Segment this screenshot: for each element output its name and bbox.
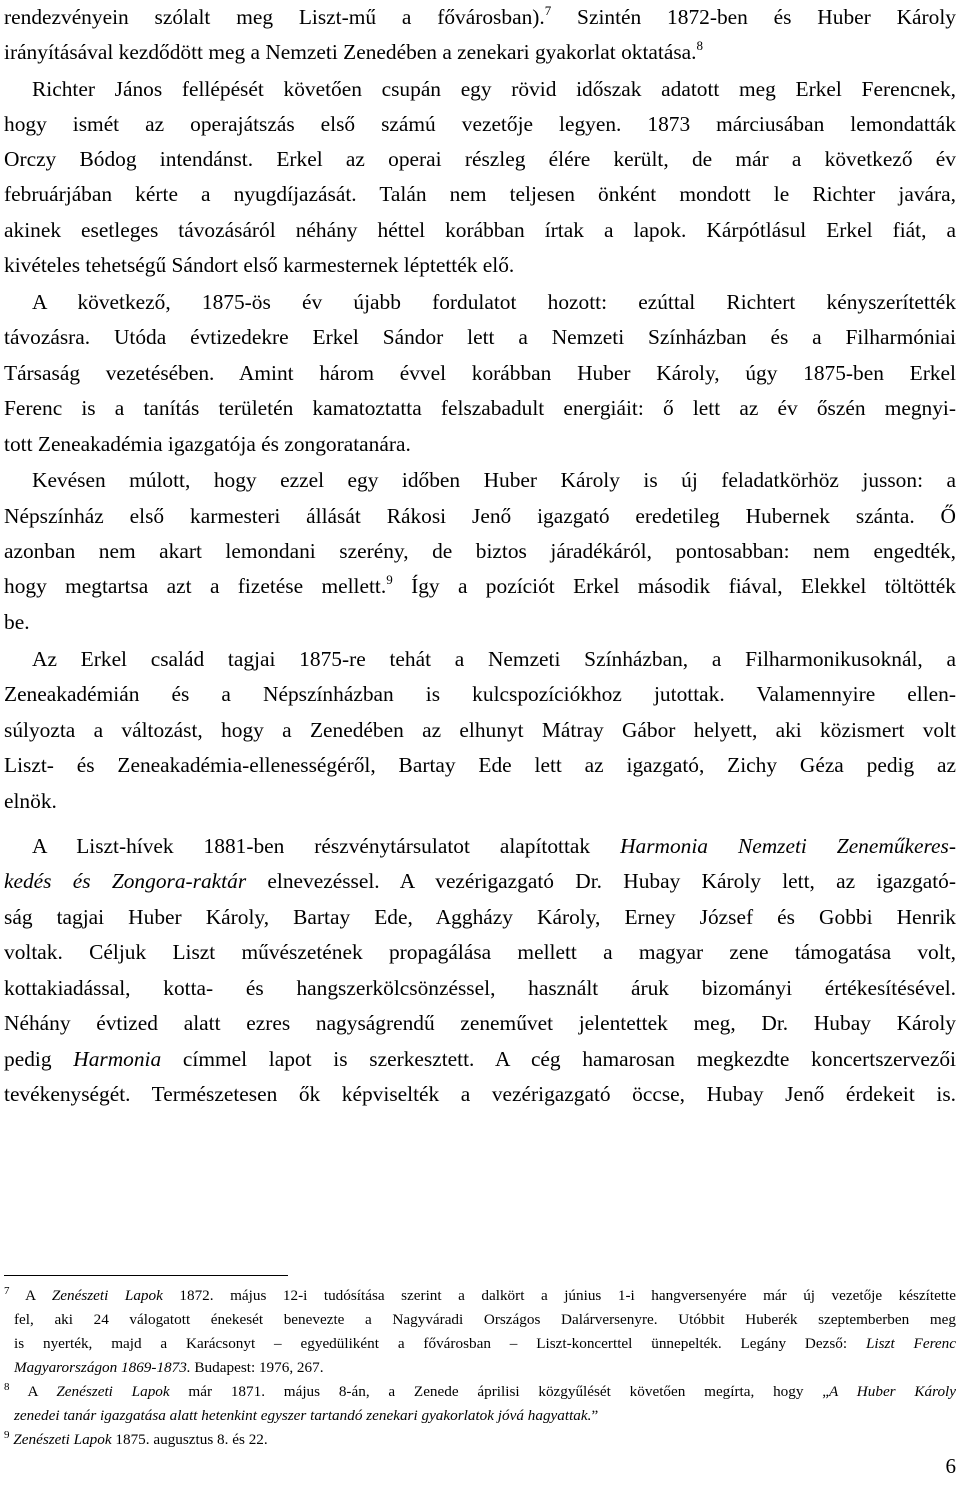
body-line: azonban nem akart lemondani szerény, de biztos járadékáról, pontosabban: nem engedték, xyxy=(4,539,956,563)
body-line: Az Erkel család tagjai 1875-re tehát a Nemzeti Színházban, a Filharmonikusoknál, a xyxy=(32,647,956,671)
body-line: hogy ismét az operajátszás első számú vezetője legyen. 1873 márciusában lemondatták xyxy=(4,112,956,136)
body-line: Társaság vezetésében. Amint három évvel korábban Huber Károly, úgy 1875-ben Erkel xyxy=(4,361,956,385)
body-line: A Liszt-hívek 1881-ben részvénytársulatot alapítottak Harmonia Nemzeti Zeneműkeres- xyxy=(32,834,956,858)
footnote-line: zenedei tanár igazgatása alatt hetenkint egyszer tartandó zenekari gyakorlatok jóvá hagyattak.” xyxy=(14,1407,599,1424)
footnote-marker-7: 7 xyxy=(4,1285,10,1297)
footnote-line: is nyerték, majd a Karácsonyt – egyedüliként a fővárosban – Liszt-koncerttel ünnepelték. Legány Dezső: Liszt Ferenc xyxy=(14,1335,956,1352)
body-line: Liszt- és Zeneakadémia-ellenességéről, Bartay Ede lett az igazgató, Zichy Géza pedig az xyxy=(4,753,956,777)
footnote-ref-7[interactable]: 7 xyxy=(544,3,552,18)
body-line: irányításával kezdődött meg a Nemzeti Zenedében a zenekari gyakorlat oktatása.$^8$ xyxy=(4,38,704,64)
body-line: A következő, 1875-ös év újabb fordulatot hozott: ezúttal Richtert kényszerítették xyxy=(32,290,956,314)
body-line: tevékenységét. Természetesen ők képviselték a vezérigazgató öccse, Hubay Jenő érdekeit is. xyxy=(4,1082,956,1106)
body-line: voltak. Céljuk Liszt művészetének propagálása mellett a magyar zene támogatása volt, xyxy=(4,940,956,964)
body-line: Richter János fellépését követően csupán egy rövid időszak adatott meg Erkel Ferencnek, xyxy=(32,77,956,101)
body-line: súlyozta a változást, hogy a Zenedében az elhunyt Mátray Gábor helyett, aki közismert volt xyxy=(4,718,956,742)
footnote-line: $^9$ Zenészeti Lapok 1875. augusztus 8. és 22. xyxy=(4,1429,268,1448)
body-line: elnök. xyxy=(4,789,57,813)
body-line: kivételes tehetségű Sándort első karmesternek léptették elő. xyxy=(4,253,515,277)
footnote-marker-8: 8 xyxy=(4,1381,10,1393)
italic-title: Harmonia Nemzeti Zeneműkeres- xyxy=(620,834,956,858)
body-line: februárjában kérte a nyugdíjazását. Talán nem teljesen önként mondott le Richter javára, xyxy=(4,182,956,206)
body-line: Kevésen múlott, hogy ezzel egy időben Huber Károly is új feladatkörhöz jusson: a xyxy=(32,468,956,492)
italic-title: Harmonia xyxy=(73,1047,162,1071)
body-line: Ferenc is a tanítás területén kamatoztatta felszabadult energiáit: ő lett az év őszén megnyi- xyxy=(4,396,956,420)
body-line: távozásra. Utóda évtizedekre Erkel Sándor lett a Nemzeti Színházban és a Filharmóniai xyxy=(4,325,956,349)
body-line: kottakiadással, kotta- és hangszerkölcsönzéssel, használt áruk bizományi értékesítésével. xyxy=(4,976,956,1000)
body-line: Orczy Bódog intendánst. Erkel az operai részleg élére került, de már a következő év xyxy=(4,147,956,171)
body-line: Zeneakadémián és a Népszínházban is kulcspozíciókhoz jutottak. Valamennyire ellen- xyxy=(4,682,956,706)
body-line: ság tagjai Huber Károly, Bartay Ede, Aggházy Károly, Erney József és Gobbi Henrik xyxy=(4,905,956,929)
footnote-separator xyxy=(4,1275,288,1276)
footnote-line: $^7$ A Zenészeti Lapok 1872. május 12-i tudósítása szerint a dalkört a június 1-i hangversenyére már új vezetője készítette xyxy=(4,1285,956,1304)
body-line: pedig Harmonia címmel lapot is szerkesztett. A cég hamarosan megkezdte koncertszervezői xyxy=(4,1047,956,1071)
body-line: akinek esetleges távozásáról néhány héttel korábban írtak a lapok. Kárpótlásul Erkel fiát, a xyxy=(4,218,956,242)
italic-title: kedés és Zongora-raktár xyxy=(4,869,247,893)
body-line: rendezvényein szólalt meg Liszt-mű a fővárosban).$^7$ Szintén 1872-ben és Huber Károly xyxy=(4,3,956,29)
body-line: Népszínház első karmesteri állását Rákosi Jenő igazgató eredetileg Hubernek szánta. Ő xyxy=(4,504,956,528)
body-line: Néhány évtized alatt ezres nagyságrendű zeneművet jelentettek meg, Dr. Hubay Károly xyxy=(4,1011,956,1035)
body-line: be. xyxy=(4,610,30,634)
footnote-marker-9: 9 xyxy=(4,1429,10,1441)
page-number: 6 xyxy=(945,1454,956,1478)
footnote-line: Magyarországon 1869-1873. Budapest: 1976, 267. xyxy=(14,1359,324,1376)
footnote-line: $^8$ A Zenészeti Lapok már 1871. május 8-án, a Zenede áprilisi közgyűlését követően megírta, hogy „A Huber Károly xyxy=(4,1381,956,1400)
body-line: kedés és Zongora-raktár elnevezéssel. A vezérigazgató Dr. Hubay Károly lett, az igazgató- xyxy=(4,869,956,893)
footnote-line: fel, aki 24 válogatott énekesét benevezte a Nagyváradi Országos Dalárversenyre. Utóbbit Huberék szeptemberben meg xyxy=(14,1311,956,1328)
body-line: tott Zeneakadémia igazgatója és zongoratanára. xyxy=(4,432,411,456)
footnote-ref-8[interactable]: 8 xyxy=(696,38,704,53)
body-line: hogy megtartsa azt a fizetése mellett.$^9$ Így a pozíciót Erkel második fiával, Elekkel töltötték xyxy=(4,572,956,598)
footnote-ref-9[interactable]: 9 xyxy=(386,572,393,587)
